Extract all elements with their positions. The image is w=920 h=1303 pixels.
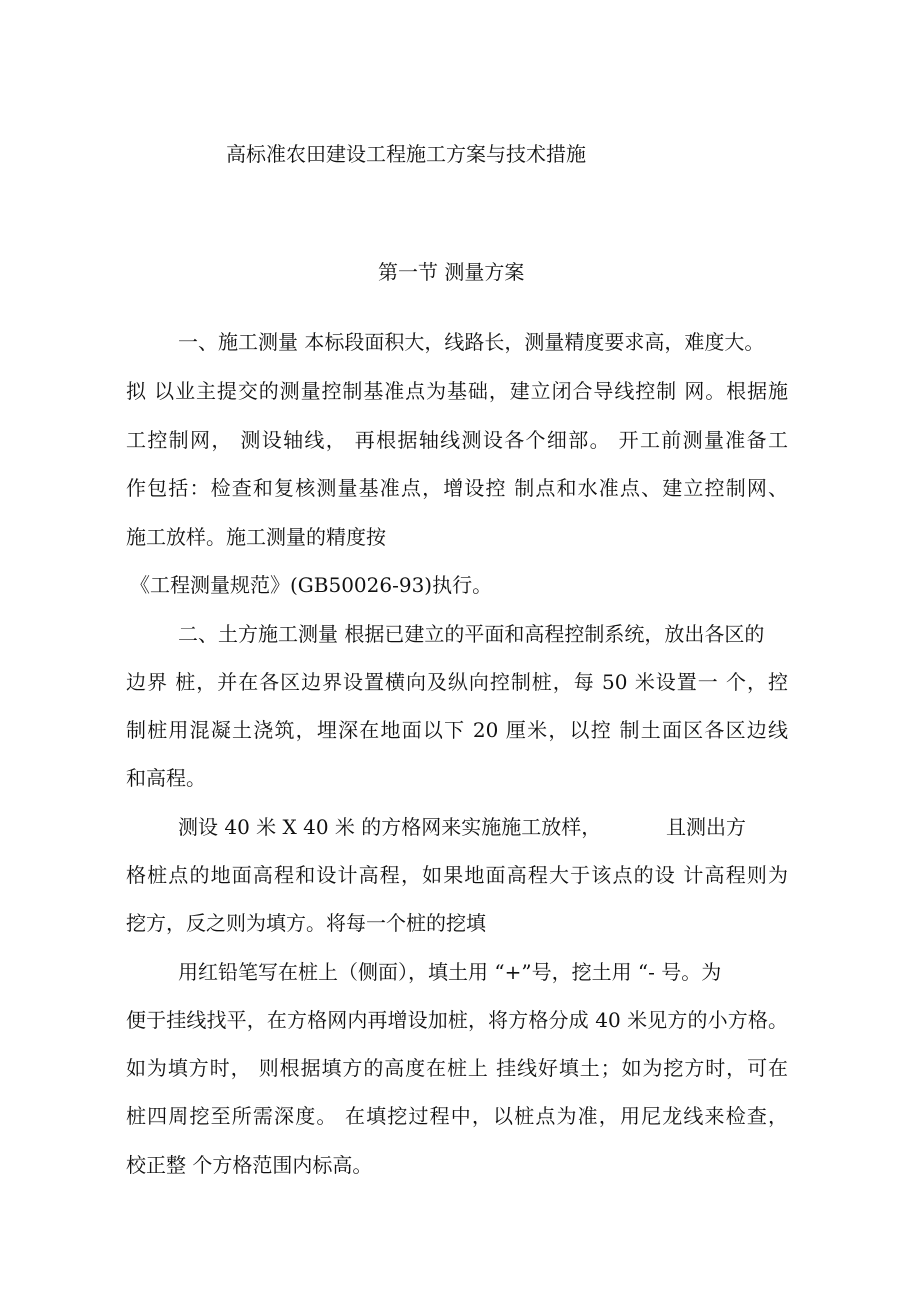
paragraph1-line2: 拟 以业主提交的测量控制基准点为基础，建立闭合导线控制 网。根据施 bbox=[126, 379, 788, 403]
paragraph1-line5: 施工放样。施工测量的精度按 bbox=[126, 525, 386, 549]
paragraph3-line3: 挖方，反之则为填方。将每一个桩的挖填 bbox=[126, 911, 486, 935]
paragraph4-line4: 桩四周挖至所需深度。 在填挖过程中，以桩点为准，用尼龙线来检查， bbox=[126, 1104, 788, 1128]
paragraph3-line1-part1: 测设 40 米 X 40 米 的方格网来实施施工放样， bbox=[178, 815, 602, 839]
paragraph1-line6: 《工程测量规范》(GB50026-93)执行。 bbox=[130, 573, 493, 597]
paragraph2-line4: 和高程。 bbox=[126, 766, 206, 790]
paragraph2-line2: 边界 桩，并在各区边界设置横向及纵向控制桩，每 50 米设置一 个，控 bbox=[126, 670, 788, 694]
paragraph2-line1: 二、土方施工测量 根据已建立的平面和高程控制系统，放出各区的 bbox=[178, 622, 765, 646]
paragraph2-line3: 制桩用混凝土浇筑，埋深在地面以下 20 厘米，以控 制土面区各区边线 bbox=[126, 718, 788, 742]
paragraph3-line1-part2: 且测出方 bbox=[666, 815, 746, 839]
paragraph1-line4: 作包括：检查和复核测量基准点，增设控 制点和水准点、建立控制网、 bbox=[126, 476, 788, 500]
section-heading: 第一节 测量方案 bbox=[378, 260, 525, 284]
paragraph3-line2: 格桩点的地面高程和设计高程，如果地面高程大于该点的设 计高程则为 bbox=[126, 863, 788, 887]
paragraph4-line2: 便于挂线找平，在方格网内再增设加桩，将方格分成 40 米见方的小方格。 bbox=[126, 1008, 788, 1032]
paragraph4-line3: 如为填方时， 则根据填方的高度在桩上 挂线好填土；如为挖方时，可在 bbox=[126, 1056, 788, 1080]
paragraph4-line1: 用红铅笔写在桩上（侧面），填土用 “+”号，挖土用 “- 号。为 bbox=[178, 960, 722, 984]
paragraph1-line3: 工控制网， 测设轴线， 再根据轴线测设各个细部。 开工前测量准备工 bbox=[126, 428, 788, 452]
paragraph4-line5: 校正整 个方格范围内标高。 bbox=[126, 1153, 373, 1177]
document-title: 高标准农田建设工程施工方案与技术措施 bbox=[226, 142, 586, 166]
paragraph1-line1: 一、施工测量 本标段面积大，线路长，测量精度要求高，难度大。 bbox=[178, 330, 765, 354]
